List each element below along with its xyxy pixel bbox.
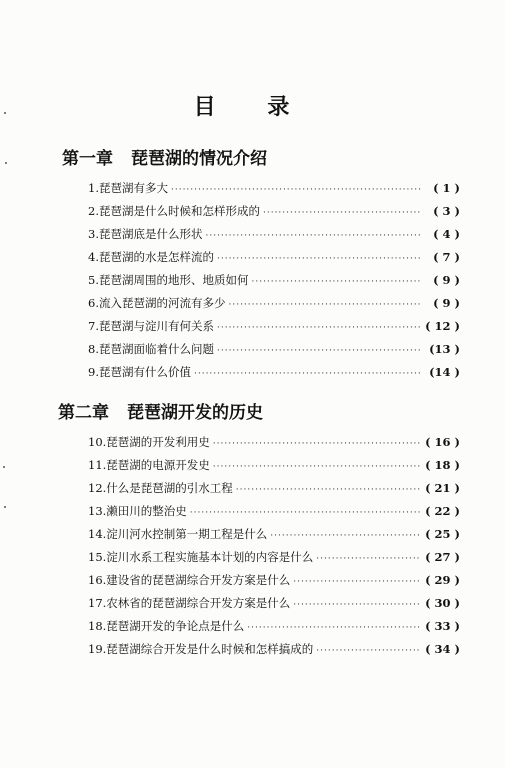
leader-dots — [293, 600, 421, 610]
toc-entry — [88, 572, 460, 595]
toc-entry — [88, 341, 460, 364]
entry-label: 16.建设省的琵琶湖综合开发方案是什么 — [88, 573, 291, 587]
entry-page: ( 18 ) — [425, 458, 460, 472]
leader-dots — [194, 369, 421, 379]
entry-page: ( 22 ) — [425, 504, 460, 518]
entry-page: ( 12 ) — [425, 319, 460, 333]
entry-label: 7.琵琶湖与淀川有何关系 — [88, 319, 214, 333]
entry-label: 3.琵琶湖底是什么形状 — [88, 227, 203, 241]
entry-page: ( 1 ) — [433, 181, 460, 195]
scan-speck — [4, 506, 6, 508]
toc-entry — [88, 618, 460, 641]
entry-label: 4.琵琶湖的水是怎样流的 — [88, 250, 214, 264]
toc-entry — [88, 457, 460, 480]
chapter-number: 第一章 — [62, 149, 113, 169]
entry-label: 13.濑田川的整治史 — [88, 504, 187, 518]
entry-page: ( 3 ) — [433, 204, 460, 218]
leader-dots — [316, 646, 421, 656]
toc-entry — [88, 595, 460, 618]
leader-dots — [247, 623, 421, 633]
leader-dots — [217, 346, 421, 356]
leader-dots — [213, 439, 421, 449]
leader-dots — [205, 231, 421, 241]
entry-page: ( 4 ) — [433, 227, 460, 241]
entry-page: ( 7 ) — [433, 250, 460, 264]
entry-page: ( 9 ) — [433, 273, 460, 287]
entry-label: 8.琵琶湖面临着什么问题 — [88, 342, 214, 356]
entry-page: ( 27 ) — [425, 550, 460, 564]
entry-page: ( 21 ) — [425, 481, 460, 495]
leader-dots — [217, 254, 421, 264]
chapter-name: 琵琶湖的情况介绍 — [131, 149, 267, 169]
entry-label: 1.琵琶湖有多大 — [88, 181, 168, 195]
entry-page: ( 33 ) — [425, 619, 460, 633]
leader-dots — [213, 462, 421, 472]
entry-label: 18.琵琶湖开发的争论点是什么 — [88, 619, 245, 633]
toc-entry — [88, 203, 460, 226]
entry-label: 10.琵琶湖的开发利用史 — [88, 435, 210, 449]
leader-dots — [190, 508, 421, 518]
entry-label: 19.琵琶湖综合开发是什么时候和怎样搞成的 — [88, 642, 314, 656]
toc-entry — [88, 641, 460, 664]
toc-entry — [88, 272, 460, 295]
toc-entry — [88, 364, 460, 387]
leader-dots — [236, 485, 421, 495]
chapter-number: 第二章 — [58, 403, 109, 423]
entry-page: ( 30 ) — [425, 596, 460, 610]
entry-label: 12.什么是琵琶湖的引水工程 — [88, 481, 233, 495]
leader-dots — [251, 277, 421, 287]
entry-page: ( 9 ) — [433, 296, 460, 310]
toc-entry — [88, 295, 460, 318]
entry-label: 2.琵琶湖是什么时候和怎样形成的 — [88, 204, 260, 218]
chapter-heading — [58, 398, 263, 423]
leader-dots — [270, 531, 421, 541]
leader-dots — [316, 554, 421, 564]
leader-dots — [171, 185, 421, 195]
toc-entry — [88, 480, 460, 503]
toc-entry — [88, 318, 460, 341]
entry-label: 17.农林省的琵琶湖综合开发方案是什么 — [88, 596, 291, 610]
entry-label: 11.琵琶湖的电源开发史 — [88, 458, 210, 472]
entry-page: ( 29 ) — [425, 573, 460, 587]
chapter-heading — [62, 144, 267, 169]
leader-dots — [293, 577, 421, 587]
toc-entry — [88, 180, 460, 203]
toc-list — [88, 434, 460, 664]
entry-page: ( 16 ) — [425, 435, 460, 449]
chapter-name: 琵琶湖开发的历史 — [127, 403, 263, 423]
toc-entry — [88, 226, 460, 249]
toc-entry — [88, 526, 460, 549]
entry-page: (14 ) — [429, 365, 460, 379]
entry-label: 5.琵琶湖周围的地形、地质如何 — [88, 273, 249, 287]
entry-page: (13 ) — [429, 342, 460, 356]
entry-label: 6.流入琵琶湖的河流有多少 — [88, 296, 226, 310]
entry-label: 15.淀川水系工程实施基本计划的内容是什么 — [88, 550, 314, 564]
toc-entry — [88, 549, 460, 572]
entry-page: ( 25 ) — [425, 527, 460, 541]
scan-speck — [3, 466, 5, 468]
toc-entry — [88, 434, 460, 457]
entry-label: 14.淀川河水控制第一期工程是什么 — [88, 527, 268, 541]
entry-page: ( 34 ) — [425, 642, 460, 656]
scan-speck — [5, 162, 7, 164]
entry-label: 9.琵琶湖有什么价值 — [88, 365, 191, 379]
leader-dots — [228, 300, 421, 310]
leader-dots — [263, 208, 421, 218]
toc-list — [88, 180, 460, 387]
page-title: 目 录 — [193, 94, 312, 120]
toc-entry — [88, 503, 460, 526]
leader-dots — [217, 323, 421, 333]
toc-entry — [88, 249, 460, 272]
